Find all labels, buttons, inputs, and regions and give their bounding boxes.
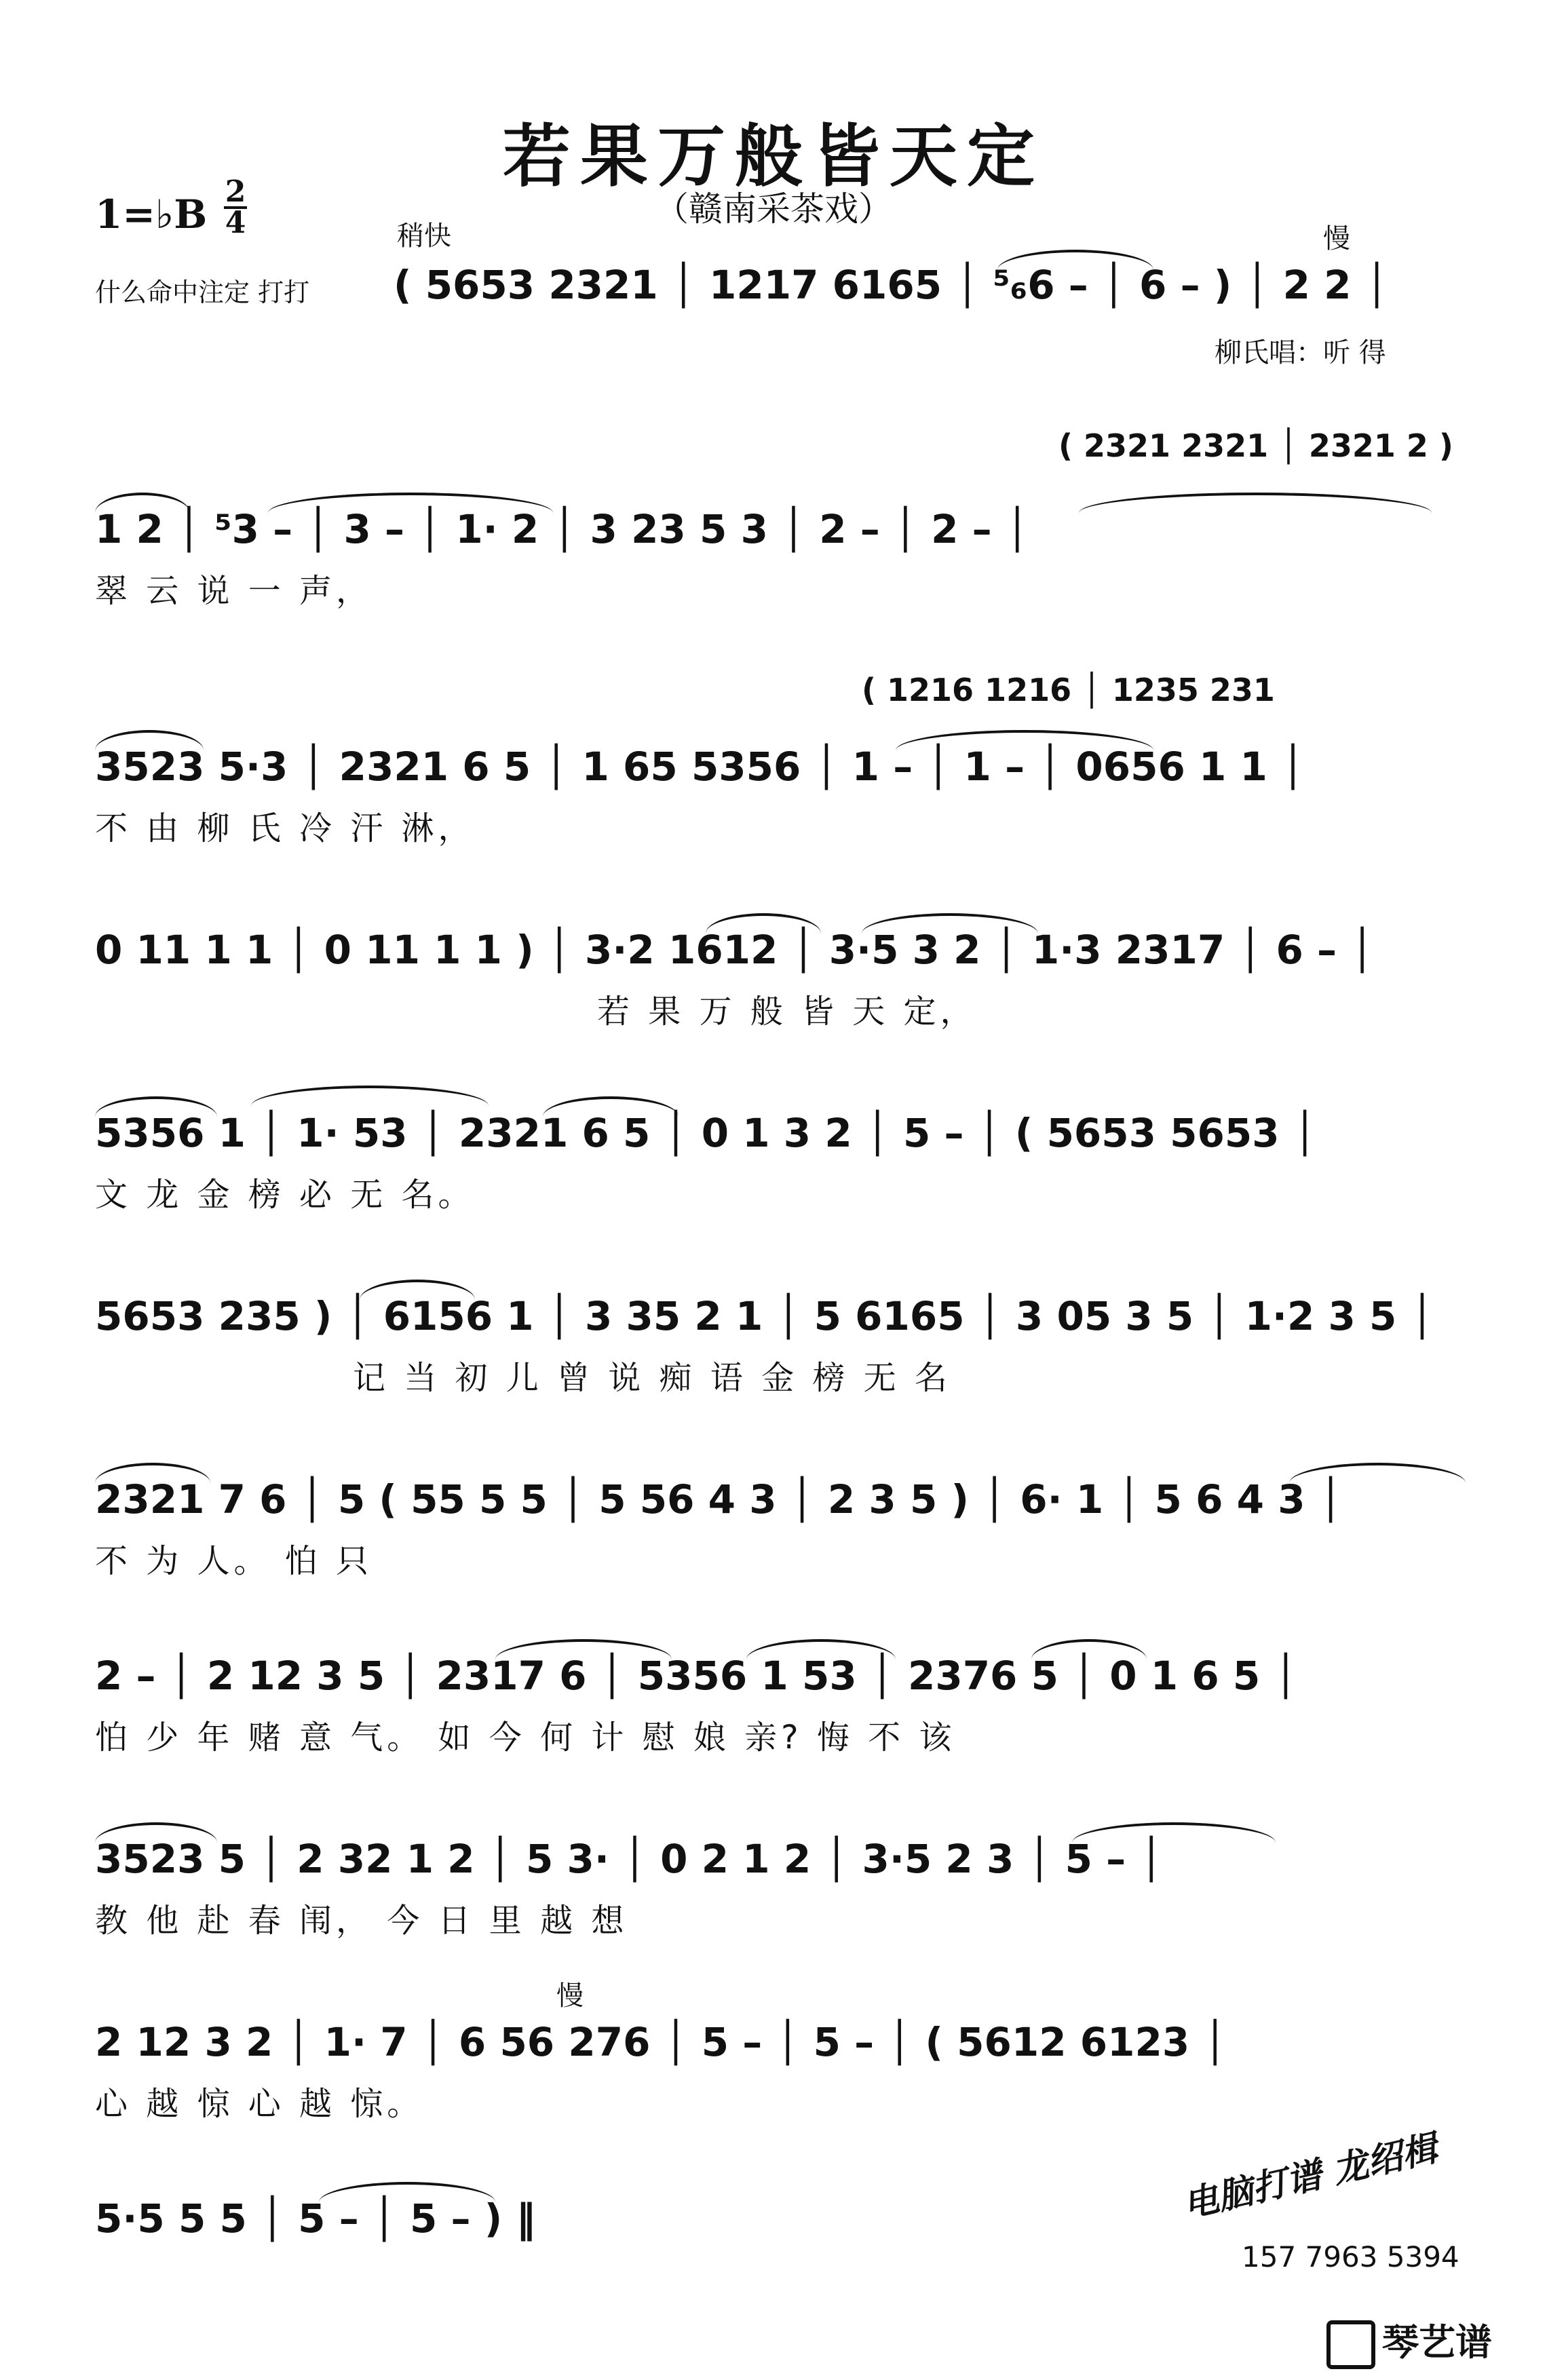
lyrics-line-6: 记 当 初 儿 曾 说 痴 语 金 榜 无 名 bbox=[353, 1359, 951, 1397]
arranger-phone: 157 7963 5394 bbox=[1242, 2240, 1459, 2273]
arranger-credit: 电脑打谱 龙绍楫 bbox=[1179, 2127, 1441, 2227]
prelude-line-3: ( 1216 1216 │ 1235 231 bbox=[862, 672, 1275, 708]
slur-mark bbox=[251, 1086, 489, 1106]
lyrics-line-3: 不 由 柳 氏 冷 汗 淋， bbox=[95, 809, 475, 847]
notes-line-7: 2321 7 6 │ 5 ( 55 5 5 │ 5 56 4 3 │ 2 3 5 ) │ 6· 1 │ 5 6 4 3 │ bbox=[95, 1476, 1343, 1522]
slow-marking: 慢 bbox=[556, 1980, 584, 2012]
lyrics-line-4: 若 果 万 般 皆 天 定， bbox=[597, 993, 977, 1031]
prelude-line-2: ( 2321 2321 │ 2321 2 ) bbox=[1058, 427, 1453, 464]
slur-mark bbox=[95, 493, 190, 513]
site-logo bbox=[1326, 2314, 1492, 2369]
slur-mark bbox=[746, 1639, 896, 1659]
slur-mark bbox=[1289, 1463, 1466, 1483]
slur-mark bbox=[95, 1463, 210, 1483]
lyrics-line-2: 翠 云 说 一 声， bbox=[95, 572, 373, 610]
slur-mark bbox=[268, 493, 553, 513]
score-title: 若果万般皆天定 bbox=[503, 116, 1044, 196]
time-signature bbox=[224, 174, 247, 240]
notes-line-4: 0 11 1 1 │ 0 11 1 1 ) │ 3·2 1612 │ 3·5 3 2 │ 1·3 2317 │ 6 – │ bbox=[95, 927, 1375, 973]
slur-mark bbox=[95, 730, 204, 750]
lyrics-line-7: 不 为 人。 怕 只 bbox=[95, 1542, 373, 1580]
notes-line-11: 5·5 5 5 │ 5 – │ 5 – ) ‖ bbox=[95, 2195, 536, 2242]
intro-text: 什么命中注定 打打 bbox=[95, 277, 310, 307]
slur-mark bbox=[95, 1822, 217, 1843]
slur-mark bbox=[360, 1280, 475, 1300]
lyrics-line-8: 怕 少 年 赌 意 气。 如 今 何 计 慰 娘 亲? 悔 不 该 bbox=[95, 1719, 956, 1757]
score-subtitle: （赣南采茶戏） bbox=[655, 189, 892, 229]
site-logo-text: 琴艺谱 bbox=[1382, 2321, 1492, 2364]
time-sig-bottom: 4 bbox=[225, 206, 246, 240]
singer-label: 柳氏唱：听 得 bbox=[1215, 337, 1386, 368]
slur-mark bbox=[997, 250, 1153, 270]
notes-line-5: 5356 1 │ 1· 53 │ 2321 6 5 │ 0 1 3 2 │ 5 – │ ( 5653 5653 │ bbox=[95, 1110, 1317, 1156]
slur-mark bbox=[1072, 1822, 1276, 1843]
notes-line-3: 3523 5·3 │ 2321 6 5 │ 1 65 5356 │ 1 – │ 1 – │ 0656 1 1 │ bbox=[95, 744, 1305, 790]
slur-mark bbox=[495, 1639, 672, 1659]
lyrics-line-5: 文 龙 金 榜 必 无 名。 bbox=[95, 1176, 475, 1214]
slur-mark bbox=[1079, 493, 1432, 513]
key-signature: 1=♭B bbox=[95, 191, 208, 237]
slur-mark bbox=[896, 730, 1153, 750]
lyrics-line-10: 心 越 惊 心 越 惊。 bbox=[95, 2085, 424, 2123]
notes-line-9: 3523 5 │ 2 32 1 2 │ 5 3· │ 0 2 1 2 │ 3·5 2 3 │ 5 – │ bbox=[95, 1836, 1164, 1882]
slur-mark bbox=[95, 1096, 217, 1117]
notes-line-1: ( 5653 2321 │ 1217 6165 │ ⁵₆6 – │ 6 – ) │ 2 2 │ bbox=[394, 262, 1389, 308]
notes-line-10: 2 12 3 2 │ 1· 7 │ 6 56 276 │ 5 – │ 5 – │ ( 5612 6123 │ bbox=[95, 2019, 1227, 2065]
lyrics-line-9: 教 他 赴 春 闱， 今 日 里 越 想 bbox=[95, 1902, 628, 1940]
slur-mark bbox=[543, 1096, 679, 1117]
time-sig-top: 2 bbox=[225, 174, 246, 209]
slur-mark bbox=[862, 913, 1038, 934]
notes-line-6: 5653 235 ) │ 6156 1 │ 3 35 2 1 │ 5 6165 │ 3 05 3 5 │ 1·2 3 5 │ bbox=[95, 1293, 1434, 1339]
logo-icon bbox=[1326, 2320, 1375, 2369]
slur-mark bbox=[1031, 1639, 1147, 1659]
slur-mark bbox=[706, 913, 821, 934]
slow-marking: 慢 bbox=[1323, 223, 1350, 254]
notes-line-8: 2 – │ 2 12 3 5 │ 2317 6 │ 5356 1 53 │ 2376 5 │ 0 1 6 5 │ bbox=[95, 1653, 1298, 1699]
notes-line-2: 1 2 │ ⁵3 – │ 3 – │ 1· 2 │ 3 23 5 3 │ 2 – │ 2 – │ bbox=[95, 506, 1029, 552]
slur-mark bbox=[319, 2182, 495, 2202]
tempo-marking: 稍快 bbox=[397, 220, 451, 252]
